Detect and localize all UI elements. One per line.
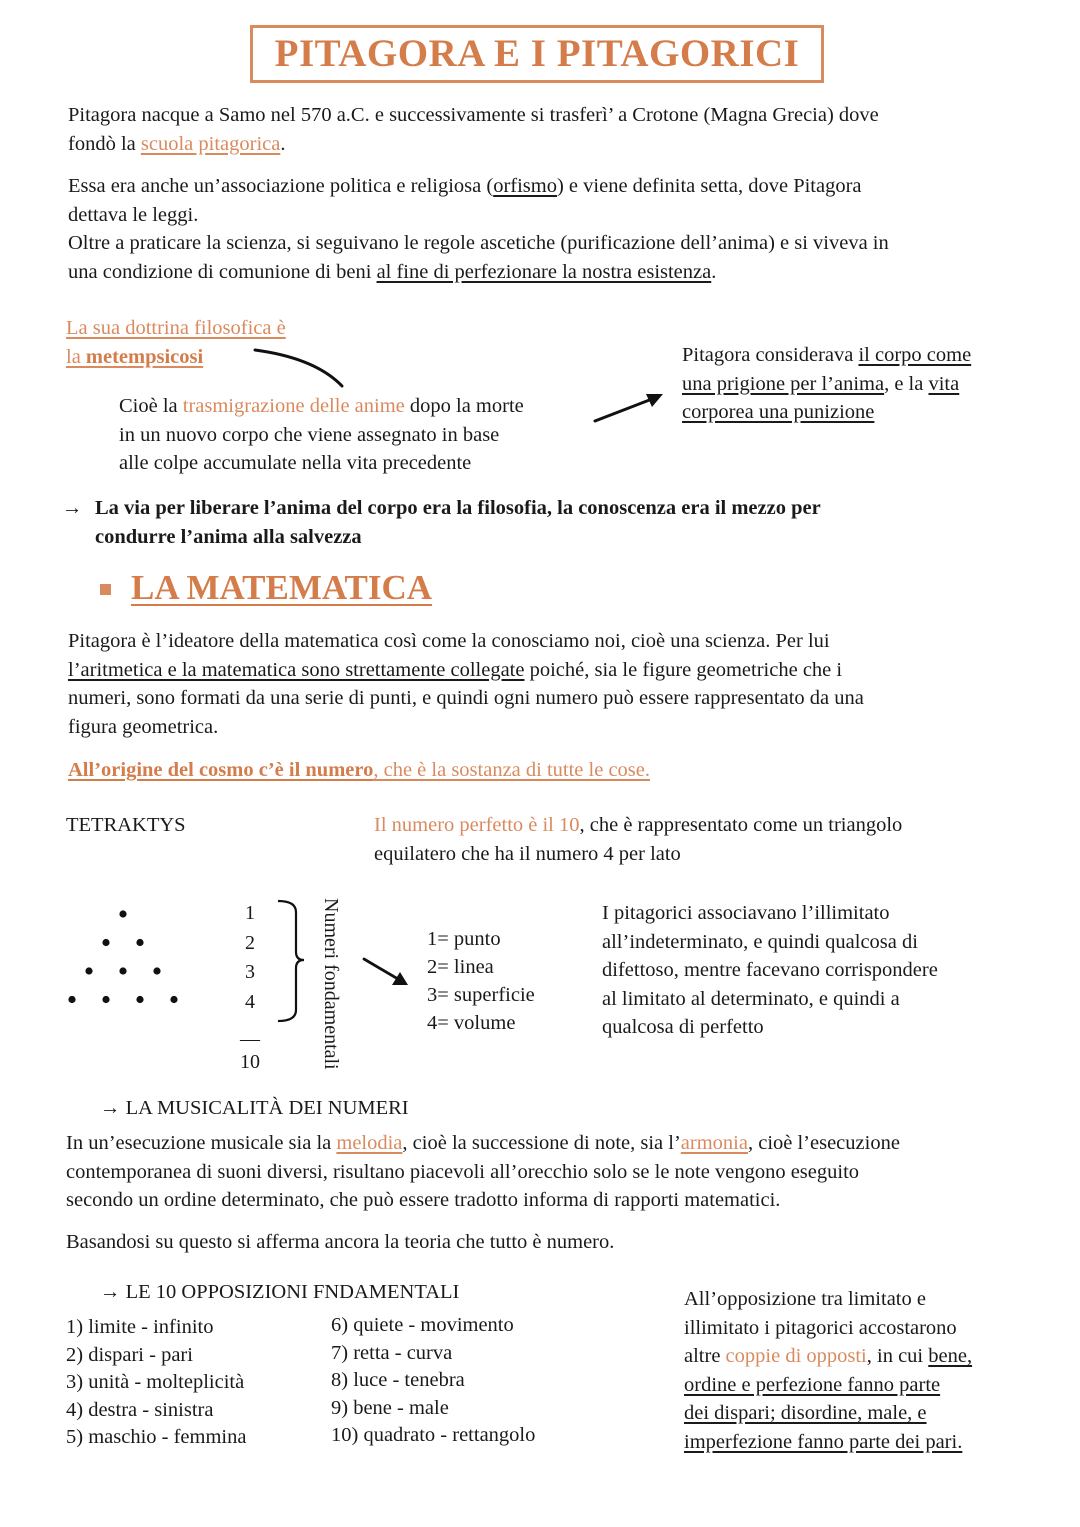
body-prison-note	[682, 341, 1042, 427]
oppositions-left-list	[66, 1314, 246, 1452]
tetraktys-description	[374, 811, 1024, 868]
conclusion-row	[62, 494, 1022, 551]
tetraktys-dot	[68, 996, 75, 1003]
opposition-item: 5) maschio - femmina	[66, 1426, 247, 1448]
text: .	[711, 260, 717, 283]
math-line: numeri, sono formati da una serie di punti, e quindi ogni numero può essere rappresentato da una	[68, 687, 864, 709]
text: fondò la	[68, 132, 141, 155]
note-line: al limitato al determinato, e quindi a	[602, 987, 900, 1010]
opposition-item: 1) limite - infinito	[66, 1316, 214, 1338]
meaning-item: 3= superficie	[427, 984, 535, 1006]
note-line	[682, 398, 1042, 427]
perfect-number-text: Il numero perfetto è il 10	[374, 814, 580, 836]
text: In un’esecuzione musicale sia la	[66, 1132, 337, 1154]
tetraktys-label: TETRAKTYS	[66, 814, 186, 836]
intro-line	[68, 172, 1018, 201]
arrow-right-icon: →	[62, 497, 83, 519]
underlined-text: una prigione per l’anima	[682, 372, 885, 395]
text: ) e viene definita setta, dove Pitagora	[556, 175, 862, 197]
tetraktys-triangle	[60, 900, 200, 1010]
meaning-item: 2= linea	[427, 956, 494, 978]
text: altre	[684, 1345, 726, 1367]
intro-line	[68, 258, 1018, 287]
note-line: I pitagorici associavano l’illimitato	[602, 902, 890, 924]
conclusion-text	[95, 494, 821, 551]
perfection-goal: al fine di perfezionare la nostra esistenza	[376, 260, 712, 283]
opposition-item: 8) luce - tenebra	[331, 1369, 465, 1391]
meanings-list	[427, 925, 535, 1037]
underlined-text: il corpo come	[858, 344, 972, 366]
square-bullet-icon	[100, 584, 111, 595]
meaning-item: 4= volume	[427, 1012, 516, 1034]
arrow-right-up-icon	[592, 390, 667, 426]
tetraktys-dot	[119, 910, 126, 917]
note-line	[682, 341, 1042, 370]
number-3: 3	[245, 961, 255, 983]
note-line: all’indeterminato, e quindi qualcosa di	[602, 930, 918, 953]
trasmigrazione-term: trasmigrazione delle anime	[182, 395, 405, 417]
meaning-item: 1= punto	[427, 928, 501, 950]
note-line: All’opposizione tra limitato e	[684, 1288, 926, 1310]
opposition-item: 7) retta - curva	[331, 1341, 453, 1364]
note-line	[682, 370, 1042, 399]
number-4: 4	[245, 991, 255, 1013]
melodia-term: melodia	[336, 1132, 403, 1154]
note-line: dei dispari; disordine, male, e	[684, 1402, 927, 1424]
intro-line: Oltre a praticare la scienza, si seguivano le regole ascetiche (purificazione dell’anima) e si viveva in	[68, 232, 889, 254]
numeri-fondamentali-label	[318, 898, 343, 1070]
desc-line: equilatero che ha il numero 4 per lato	[374, 842, 681, 865]
underlined-text: bene,	[928, 1345, 973, 1367]
conclusion-line: La via per liberare l’anima del corpo era la filosofia, la conoscenza era il mezzo per	[95, 497, 821, 519]
note-line: imperfezione fanno parte dei pari.	[684, 1430, 963, 1453]
underlined-text: vita	[928, 372, 960, 395]
origin-rest: , che è la sostanza di tutte le cose.	[373, 759, 650, 781]
text: la	[66, 345, 86, 368]
text: , che è rappresentato come un triangolo	[579, 814, 903, 836]
intro-paragraph-2	[68, 172, 1018, 286]
opposition-item: 6) quiete - movimento	[331, 1314, 514, 1336]
underlined-text: l’aritmetica e la matematica sono strettamente collegate	[68, 658, 525, 681]
music-line: contemporanea di suoni diversi, risultano piacevoli all’orecchio solo se le note vengono eseguito	[66, 1160, 860, 1183]
note-line: qualcosa di perfetto	[602, 1016, 764, 1038]
text: Pitagora considerava	[682, 344, 859, 366]
section-heading-matematica	[100, 568, 433, 607]
music-line: secondo un ordine determinato, che può essere tradotto informa di rapporti matematici.	[66, 1189, 781, 1211]
tetraktys-dot	[102, 996, 109, 1003]
text: una condizione di comunione di beni	[68, 260, 377, 283]
tetraktys-dot	[136, 939, 143, 946]
origin-statement	[68, 756, 1018, 785]
text: Cioè la	[119, 395, 183, 417]
text: poiché, sia le figure geometriche che i	[524, 658, 843, 681]
tetraktys-dot	[170, 996, 177, 1003]
opposition-item: 2) dispari - pari	[66, 1343, 193, 1366]
arrow-down-right-icon	[360, 955, 412, 989]
math-paragraph	[68, 627, 1018, 741]
opposition-item: 4) destra - sinistra	[66, 1398, 214, 1421]
armonia-term: armonia	[680, 1132, 748, 1154]
text: , cioè la successione di note, sia l’	[402, 1132, 681, 1154]
opposites-note	[684, 1285, 1034, 1456]
note-line: ordine e perfezione fanno parte	[684, 1373, 941, 1396]
tetraktys-dot	[153, 967, 160, 974]
oppositions-right-list	[331, 1312, 535, 1450]
conclusion-line: condurre l’anima alla salvezza	[95, 525, 362, 548]
desc-line	[374, 811, 1024, 840]
music-paragraph	[66, 1129, 1026, 1215]
metempsicosi-explanation	[119, 392, 599, 478]
coppie-opposti-term: coppie di opposti	[725, 1345, 867, 1367]
intro-paragraph-1	[68, 101, 1018, 158]
opposition-item: 9) bene - male	[331, 1396, 449, 1419]
underlined-text: corporea una punizione	[682, 401, 875, 423]
tetraktys-dot	[85, 967, 92, 974]
curly-brace-icon	[276, 898, 316, 1026]
title-box	[250, 25, 824, 83]
explanation-line: alle colpe accumulate nella vita precedente	[119, 452, 472, 474]
music-heading: → LA MUSICALITÀ DEI NUMERI	[100, 1097, 409, 1119]
text: , cioè l’esecuzione	[747, 1132, 900, 1154]
text: .	[280, 132, 286, 155]
tetraktys-dot	[136, 996, 143, 1003]
scuola-pitagorica-term: scuola pitagorica	[140, 132, 281, 155]
intro-line: Pitagora nacque a Samo nel 570 a.C. e successivamente si trasferì’ a Crotone (Magna Grecia) dove	[68, 104, 879, 126]
doctrine-line: La sua dottrina filosofica è	[66, 317, 286, 339]
orfismo-term: orfismo	[493, 175, 557, 197]
limited-unlimited-note	[602, 899, 1032, 1042]
oppositions-heading: → LE 10 OPPOSIZIONI FNDAMENTALI	[100, 1281, 460, 1303]
vertical-label-line: fondamentali	[320, 964, 342, 1070]
note-line: difettoso, mentre facevano corrispondere	[602, 959, 938, 981]
music-conclusion: Basandosi su questo si afferma ancora la teoria che tutto è numero.	[66, 1231, 615, 1253]
intro-line	[68, 130, 1018, 159]
text: , e la	[884, 372, 929, 395]
tetraktys-dot	[119, 967, 126, 974]
number-2: 2	[245, 932, 255, 954]
text: Essa era anche un’associazione politica e religiosa (	[68, 175, 494, 197]
music-line	[66, 1129, 1026, 1158]
explanation-line	[119, 392, 599, 421]
explanation-line: in un nuovo corpo che viene assegnato in base	[119, 423, 500, 446]
note-line: illimitato i pitagorici accostarono	[684, 1316, 957, 1339]
note-line	[684, 1342, 1034, 1371]
math-line: figura geometrica.	[68, 715, 219, 738]
tetraktys-dot	[102, 939, 109, 946]
section-title: LA MATEMATICA	[131, 568, 433, 607]
opposition-item: 10) quadrato - rettangolo	[331, 1424, 536, 1446]
number-1: 1	[245, 902, 255, 924]
origin-bold: All’origine del cosmo c’è il numero	[68, 759, 374, 781]
sum-bar: —	[240, 1028, 260, 1050]
math-line	[68, 656, 1018, 685]
conclusion	[62, 494, 1022, 551]
intro-line: dettava le leggi.	[68, 203, 199, 226]
text: dopo la morte	[404, 395, 524, 417]
page-title: PITAGORA E I PITAGORICI	[274, 31, 800, 75]
sum-10: 10	[240, 1051, 260, 1073]
vertical-label-line: Numeri	[320, 898, 342, 960]
text: , in cui	[866, 1345, 929, 1367]
opposition-item: 3) unità - molteplicità	[66, 1371, 245, 1393]
math-line: Pitagora è l’ideatore della matematica così come la conosciamo noi, cioè una scienza. Per lui	[68, 630, 830, 652]
metempsicosi-term: metempsicosi	[85, 345, 204, 368]
curved-connector-icon	[250, 340, 360, 390]
